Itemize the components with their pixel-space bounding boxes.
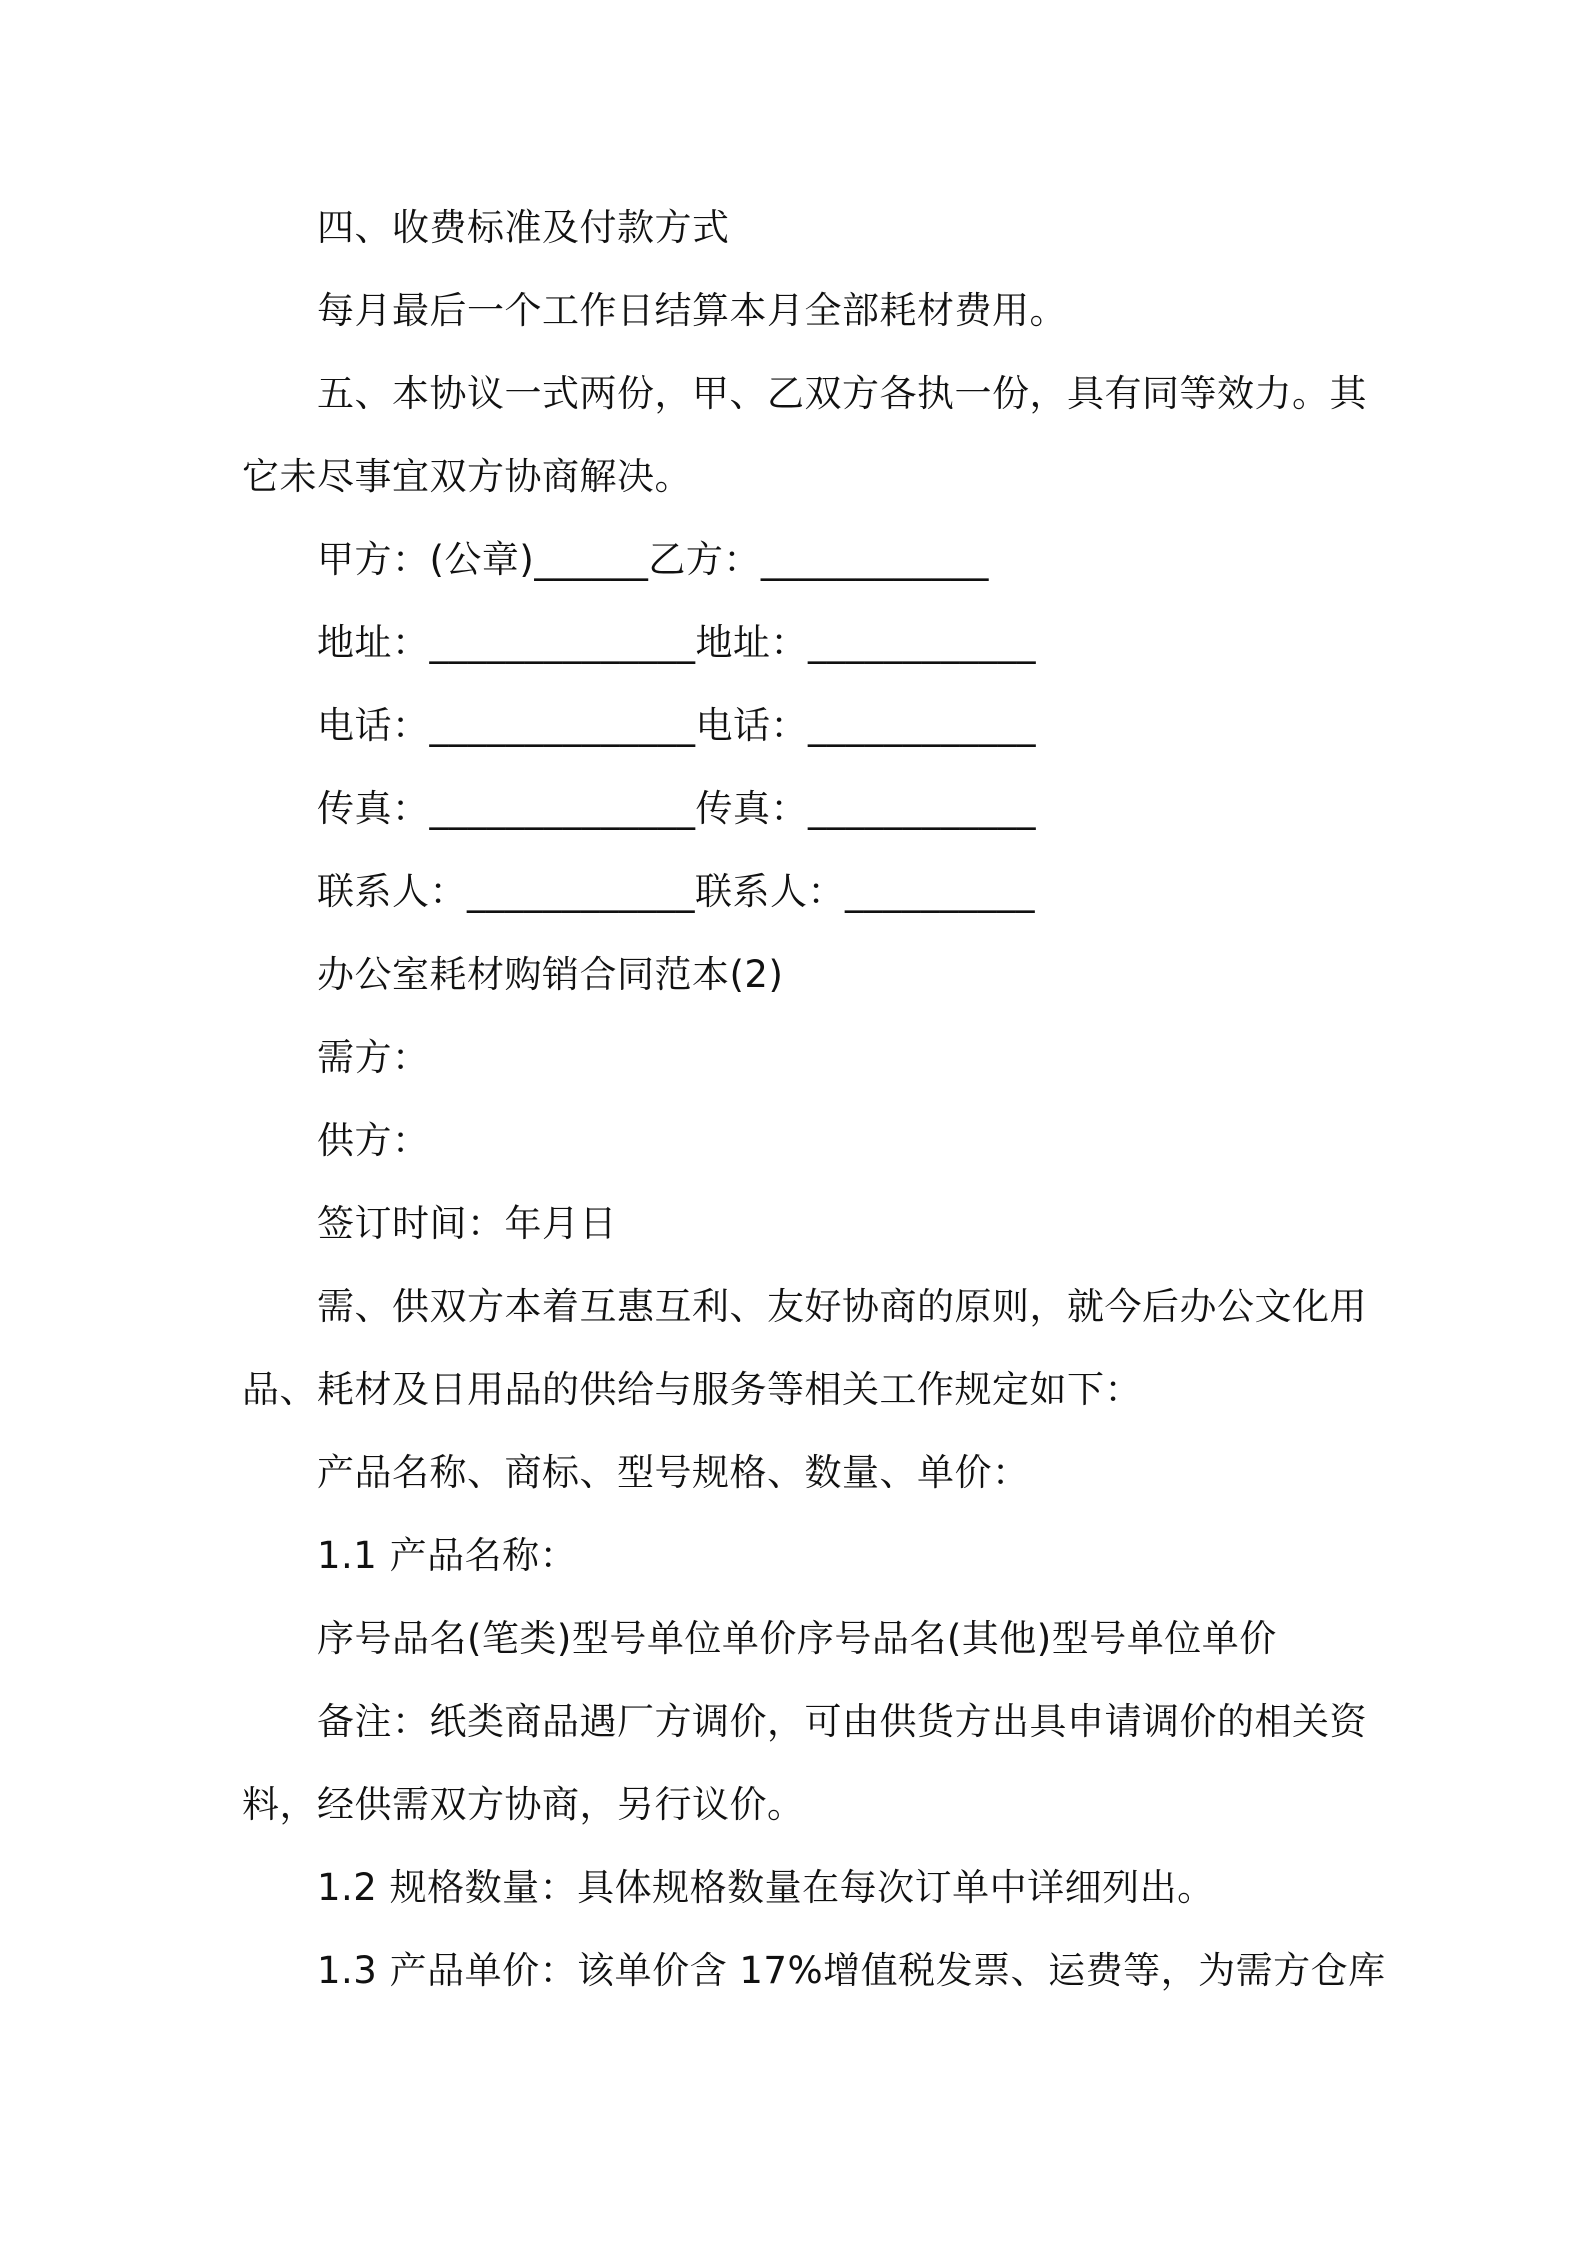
document-title: 办公室耗材购销合同范本(2) xyxy=(317,953,784,996)
paragraph-principle-line2: 品、耗材及日用品的供给与服务等相关工作规定如下： xyxy=(242,1368,1142,1411)
signature-address-line: 地址：______________地址：____________ xyxy=(317,621,1036,664)
signature-party-line: 甲方：(公章)______乙方：____________ xyxy=(317,538,989,581)
signature-contact-line: 联系人：____________联系人：__________ xyxy=(317,870,1035,913)
signature-fax-line: 传真：______________传真：____________ xyxy=(317,787,1036,830)
paragraph-settlement: 每月最后一个工作日结算本月全部耗材费用。 xyxy=(317,289,1067,332)
paragraph-copies-line2: 它未尽事宜双方协商解决。 xyxy=(242,455,692,498)
clause-1-3: 1.3 产品单价：该单价含 17%增值税发票、运费等，为需方仓库 xyxy=(317,1949,1386,1992)
remark-line2: 料，经供需双方协商，另行议价。 xyxy=(242,1783,805,1826)
signing-date: 签订时间：年月日 xyxy=(317,1202,617,1245)
remark-line1: 备注：纸类商品遇厂方调价，可由供货方出具申请调价的相关资 xyxy=(317,1700,1367,1743)
paragraph-principle-line1: 需、供双方本着互惠互利、友好协商的原则，就今后办公文化用 xyxy=(317,1285,1367,1328)
signature-phone-line: 电话：______________电话：____________ xyxy=(317,704,1036,747)
supplier-label: 供方： xyxy=(317,1119,430,1162)
buyer-label: 需方： xyxy=(317,1036,430,1079)
clause-1-1: 1.1 产品名称： xyxy=(317,1534,578,1577)
product-table-header: 序号品名(笔类)型号单位单价序号品名(其他)型号单位单价 xyxy=(317,1617,1277,1660)
product-fields-heading: 产品名称、商标、型号规格、数量、单价： xyxy=(317,1451,1030,1494)
paragraph-copies-line1: 五、本协议一式两份，甲、乙双方各执一份，具有同等效力。其 xyxy=(317,372,1367,415)
section-heading-fees: 四、收费标准及付款方式 xyxy=(317,206,730,249)
clause-1-2: 1.2 规格数量：具体规格数量在每次订单中详细列出。 xyxy=(317,1866,1215,1909)
